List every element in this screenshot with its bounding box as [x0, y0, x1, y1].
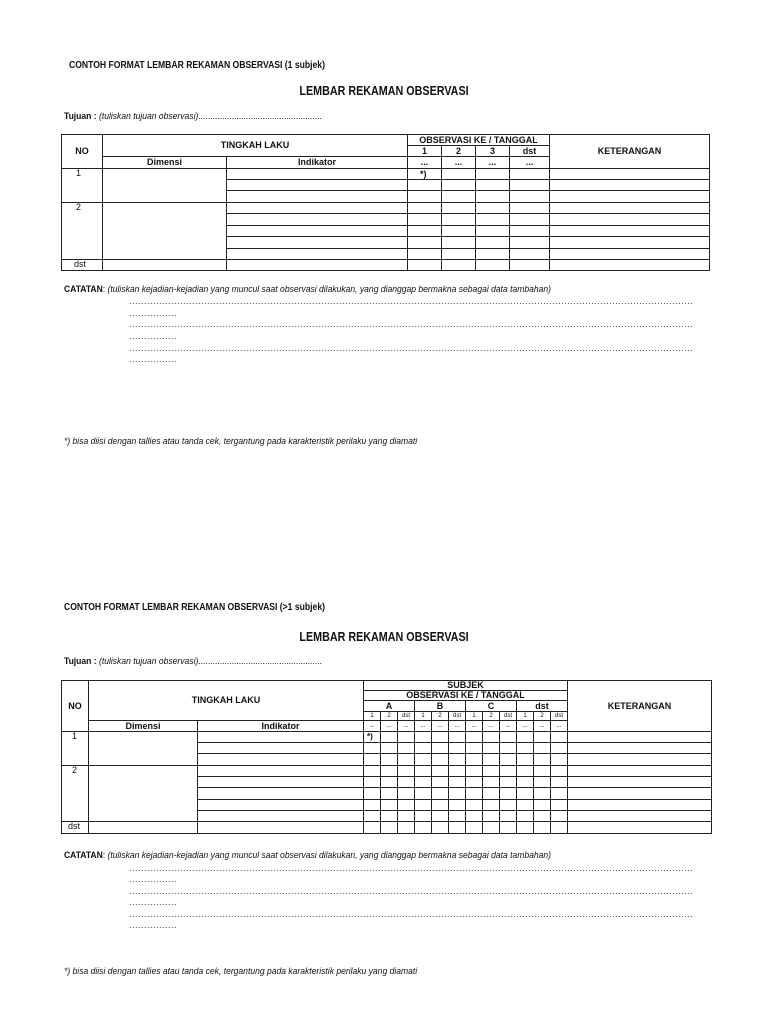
dimensi-cell[interactable]: [89, 732, 198, 766]
subject-label: A: [364, 701, 415, 712]
obs-cell[interactable]: [381, 811, 398, 822]
obs-date: ...: [442, 157, 476, 169]
obs-cell[interactable]: [500, 822, 517, 834]
obs-cell[interactable]: [500, 811, 517, 822]
subject-label: B: [415, 701, 466, 712]
tujuan-dots: ....................................................: [198, 111, 322, 122]
page-title-2: LEMBAR REKAMAN OBSERVASI: [299, 630, 469, 644]
header-observasi: OBSERVASI KE / TANGGAL: [364, 691, 568, 701]
row-number: 1: [62, 732, 89, 766]
obs-date: ...: [381, 721, 398, 732]
obs-cell[interactable]: [364, 788, 381, 800]
catatan-hint: (tuliskan kejadian-kejadian yang muncul saat observasi dilakukan, yang dianggap bermakna sebagai data tambahan): [107, 850, 551, 861]
obs-cell[interactable]: [408, 203, 442, 214]
obs-cell[interactable]: [415, 800, 432, 811]
keterangan-cell[interactable]: [550, 237, 710, 249]
obs-cell[interactable]: [381, 822, 398, 834]
obs-cell[interactable]: [381, 777, 398, 788]
obs-cell[interactable]: [476, 169, 510, 180]
obs-cell[interactable]: [408, 226, 442, 237]
obs-cell[interactable]: [551, 788, 568, 800]
catatan-dots-long[interactable]: ............................................................................................................................................................................................: [129, 909, 694, 919]
header-dimensi: Dimensi: [89, 721, 198, 732]
row-number: 1: [62, 169, 103, 203]
obs-cell[interactable]: [466, 788, 483, 800]
obs-cell[interactable]: [449, 754, 466, 766]
indikator-cell[interactable]: [198, 743, 364, 754]
obs-cell[interactable]: [398, 754, 415, 766]
obs-cell[interactable]: [500, 800, 517, 811]
catatan-dots-short[interactable]: ................: [129, 897, 178, 907]
indikator-cell[interactable]: [198, 788, 364, 800]
obs-cell[interactable]: [483, 811, 500, 822]
obs-cell[interactable]: [466, 777, 483, 788]
obs-cell[interactable]: [500, 788, 517, 800]
obs-cell[interactable]: [442, 169, 476, 180]
header-indikator: Indikator: [198, 721, 364, 732]
obs-date: ...: [466, 721, 483, 732]
row-number: dst: [62, 260, 103, 271]
keterangan-cell[interactable]: [550, 180, 710, 191]
keterangan-cell[interactable]: [568, 822, 712, 834]
obs-cell[interactable]: [483, 732, 500, 743]
tujuan-label: Tujuan :: [64, 656, 97, 667]
header-keterangan: KETERANGAN: [568, 681, 712, 732]
obs-cell[interactable]: [381, 732, 398, 743]
obs-date: ...: [551, 721, 568, 732]
obs-cell[interactable]: [408, 237, 442, 249]
obs-cell[interactable]: [432, 822, 449, 834]
indikator-cell[interactable]: [198, 766, 364, 777]
obs-date: ...: [398, 721, 415, 732]
obs-cell[interactable]: [476, 260, 510, 271]
keterangan-cell[interactable]: [568, 732, 712, 743]
obs-cell[interactable]: [449, 766, 466, 777]
obs-cell[interactable]: [534, 743, 551, 754]
obs-cell[interactable]: [364, 800, 381, 811]
tujuan-label: Tujuan :: [64, 111, 97, 122]
obs-cell[interactable]: [415, 732, 432, 743]
obs-cell[interactable]: [517, 811, 534, 822]
obs-cell[interactable]: [483, 743, 500, 754]
indikator-cell[interactable]: [227, 203, 408, 214]
obs-cell[interactable]: [442, 260, 476, 271]
obs-cell[interactable]: [432, 754, 449, 766]
obs-cell[interactable]: [381, 743, 398, 754]
obs-cell[interactable]: [449, 732, 466, 743]
obs-cell[interactable]: [432, 788, 449, 800]
table-row: [62, 766, 712, 777]
obs-date: ...: [476, 157, 510, 169]
obs-cell[interactable]: [398, 766, 415, 777]
obs-cell[interactable]: [364, 822, 381, 834]
keterangan-cell[interactable]: [568, 766, 712, 777]
obs-cell[interactable]: [398, 743, 415, 754]
tally-mark: *): [364, 732, 381, 743]
obs-cell[interactable]: [534, 766, 551, 777]
obs-cell[interactable]: [534, 800, 551, 811]
header-indikator: Indikator: [227, 157, 408, 169]
obs-cell[interactable]: [442, 226, 476, 237]
table-row: [62, 169, 710, 180]
obs-number: 1: [364, 712, 381, 721]
obs-cell[interactable]: [517, 800, 534, 811]
obs-cell[interactable]: [476, 214, 510, 226]
indikator-cell[interactable]: [227, 249, 408, 260]
header-subjek: SUBJEK: [364, 681, 568, 691]
obs-cell[interactable]: [449, 800, 466, 811]
keterangan-cell[interactable]: [568, 743, 712, 754]
obs-number: 2: [432, 712, 449, 721]
obs-cell[interactable]: [364, 811, 381, 822]
obs-cell[interactable]: [551, 743, 568, 754]
obs-cell[interactable]: [517, 766, 534, 777]
indikator-cell[interactable]: [227, 260, 408, 271]
table-row: [62, 732, 712, 743]
indikator-cell[interactable]: [227, 226, 408, 237]
obs-cell[interactable]: [476, 237, 510, 249]
obs-cell[interactable]: [442, 237, 476, 249]
dimensi-cell[interactable]: [89, 822, 198, 834]
keterangan-cell[interactable]: [568, 811, 712, 822]
dimensi-cell[interactable]: [103, 169, 227, 203]
obs-cell[interactable]: [381, 788, 398, 800]
obs-cell[interactable]: [483, 800, 500, 811]
obs-cell[interactable]: [381, 800, 398, 811]
obs-cell[interactable]: [551, 732, 568, 743]
header-no: NO: [62, 681, 89, 732]
catatan-dots-short[interactable]: ................: [129, 308, 178, 318]
indikator-cell[interactable]: [198, 822, 364, 834]
catatan-dots-short[interactable]: ................: [129, 354, 178, 364]
section-label-1: CONTOH FORMAT LEMBAR REKAMAN OBSERVASI (1 subjek): [69, 60, 325, 71]
catatan-dots-long[interactable]: ............................................................................................................................................................................................: [129, 886, 694, 896]
obs-cell[interactable]: [476, 191, 510, 203]
obs-cell[interactable]: [415, 822, 432, 834]
obs-cell[interactable]: [551, 754, 568, 766]
obs-cell[interactable]: [534, 732, 551, 743]
header-observasi: OBSERVASI KE / TANGGAL: [408, 135, 550, 146]
obs-cell[interactable]: [466, 754, 483, 766]
obs-number: dst: [510, 146, 550, 157]
obs-date: ...: [510, 157, 550, 169]
obs-cell[interactable]: [408, 180, 442, 191]
obs-cell[interactable]: [510, 226, 550, 237]
obs-cell[interactable]: [517, 788, 534, 800]
obs-cell[interactable]: [517, 754, 534, 766]
obs-number: 2: [381, 712, 398, 721]
obs-date: ...: [500, 721, 517, 732]
obs-cell[interactable]: [500, 754, 517, 766]
catatan-line-2: CATATAN: (tuliskan kejadian-kejadian yang muncul saat observasi dilakukan, yang dianggap bermakna sebagai data tambahan): [64, 850, 551, 861]
row-number: 2: [62, 203, 103, 260]
obs-cell[interactable]: [398, 777, 415, 788]
obs-cell[interactable]: [534, 822, 551, 834]
obs-number: dst: [551, 712, 568, 721]
observation-table-multi: [61, 680, 712, 834]
indikator-cell[interactable]: [198, 732, 364, 743]
subject-label: dst: [517, 701, 568, 712]
obs-date: ...: [534, 721, 551, 732]
indikator-cell[interactable]: [227, 191, 408, 203]
table-row: [62, 203, 710, 214]
indikator-cell[interactable]: [227, 214, 408, 226]
table-row: [62, 260, 710, 271]
obs-cell[interactable]: [432, 732, 449, 743]
catatan-dots-short[interactable]: ................: [129, 920, 178, 930]
obs-cell[interactable]: [442, 249, 476, 260]
row-number: 2: [62, 766, 89, 822]
obs-cell[interactable]: [442, 191, 476, 203]
obs-number: 1: [408, 146, 442, 157]
obs-cell[interactable]: [408, 249, 442, 260]
obs-cell[interactable]: [466, 800, 483, 811]
obs-number: dst: [398, 712, 415, 721]
keterangan-cell[interactable]: [568, 788, 712, 800]
obs-date: ...: [517, 721, 534, 732]
obs-cell[interactable]: [432, 800, 449, 811]
section-label-2: CONTOH FORMAT LEMBAR REKAMAN OBSERVASI (>1 subjek): [64, 602, 325, 613]
obs-number: 2: [442, 146, 476, 157]
obs-cell[interactable]: [510, 214, 550, 226]
obs-cell[interactable]: [510, 191, 550, 203]
obs-cell[interactable]: [408, 260, 442, 271]
obs-date: ...: [364, 721, 381, 732]
indikator-cell[interactable]: [198, 811, 364, 822]
catatan-label: CATATAN: [64, 284, 103, 295]
catatan-line-1: CATATAN: (tuliskan kejadian-kejadian yang muncul saat observasi dilakukan, yang dianggap bermakna sebagai data tambahan): [64, 284, 551, 295]
obs-cell[interactable]: [432, 743, 449, 754]
obs-cell[interactable]: [415, 766, 432, 777]
obs-cell[interactable]: [415, 754, 432, 766]
obs-date: ...: [483, 721, 500, 732]
obs-cell[interactable]: [510, 180, 550, 191]
obs-cell[interactable]: [534, 777, 551, 788]
keterangan-cell[interactable]: [550, 191, 710, 203]
obs-date: ...: [432, 721, 449, 732]
obs-cell[interactable]: [476, 226, 510, 237]
dimensi-cell[interactable]: [103, 203, 227, 260]
subject-label: C: [466, 701, 517, 712]
obs-cell[interactable]: [483, 766, 500, 777]
obs-cell[interactable]: [510, 260, 550, 271]
obs-cell[interactable]: [408, 214, 442, 226]
footnote-1: *) bisa diisi dengan tallies atau tanda cek, tergantung pada karakteristik perilaku yang diamati: [64, 436, 418, 447]
tally-mark: *): [408, 169, 442, 180]
obs-cell[interactable]: [510, 169, 550, 180]
observation-table-single: [61, 134, 710, 271]
obs-cell[interactable]: [466, 743, 483, 754]
obs-cell[interactable]: [483, 788, 500, 800]
obs-cell[interactable]: [442, 214, 476, 226]
table-row: [62, 822, 712, 834]
indikator-cell[interactable]: [198, 754, 364, 766]
indikator-cell[interactable]: [227, 180, 408, 191]
indikator-cell[interactable]: [198, 777, 364, 788]
obs-number: dst: [500, 712, 517, 721]
keterangan-cell[interactable]: [550, 226, 710, 237]
header-no: NO: [62, 135, 103, 169]
obs-cell[interactable]: [449, 777, 466, 788]
obs-number: 2: [534, 712, 551, 721]
obs-cell[interactable]: [398, 800, 415, 811]
obs-cell[interactable]: [466, 732, 483, 743]
obs-date: ...: [415, 721, 432, 732]
keterangan-cell[interactable]: [568, 777, 712, 788]
obs-cell[interactable]: [432, 777, 449, 788]
obs-number: 2: [483, 712, 500, 721]
obs-date: ...: [449, 721, 466, 732]
obs-cell[interactable]: [381, 766, 398, 777]
obs-cell[interactable]: [517, 822, 534, 834]
obs-number: dst: [449, 712, 466, 721]
obs-cell[interactable]: [551, 766, 568, 777]
catatan-dots-long[interactable]: ............................................................................................................................................................................................: [129, 319, 694, 329]
obs-number: 1: [517, 712, 534, 721]
obs-cell[interactable]: [466, 822, 483, 834]
catatan-dots-long[interactable]: ............................................................................................................................................................................................: [129, 296, 694, 306]
tujuan-line-2: [64, 656, 322, 667]
obs-cell[interactable]: [415, 743, 432, 754]
tujuan-hint: (tuliskan tujuan observasi): [98, 656, 199, 667]
tujuan-dots: ....................................................: [198, 656, 322, 667]
obs-cell[interactable]: [534, 788, 551, 800]
obs-cell[interactable]: [534, 811, 551, 822]
catatan-hint: (tuliskan kejadian-kejadian yang muncul saat observasi dilakukan, yang dianggap bermakna sebagai data tambahan): [107, 284, 551, 295]
obs-cell[interactable]: [510, 203, 550, 214]
obs-number: 3: [476, 146, 510, 157]
obs-cell[interactable]: [510, 237, 550, 249]
obs-cell[interactable]: [476, 180, 510, 191]
obs-cell[interactable]: [449, 788, 466, 800]
obs-cell[interactable]: [408, 191, 442, 203]
obs-cell[interactable]: [364, 777, 381, 788]
dimensi-cell[interactable]: [89, 766, 198, 822]
obs-cell[interactable]: [415, 777, 432, 788]
obs-cell[interactable]: [449, 811, 466, 822]
obs-cell[interactable]: [551, 811, 568, 822]
obs-cell[interactable]: [500, 743, 517, 754]
header-keterangan: KETERANGAN: [550, 135, 710, 169]
obs-cell[interactable]: [517, 743, 534, 754]
obs-cell[interactable]: [534, 754, 551, 766]
keterangan-cell[interactable]: [550, 169, 710, 180]
obs-cell[interactable]: [551, 822, 568, 834]
obs-cell[interactable]: [476, 249, 510, 260]
row-number: dst: [62, 822, 89, 834]
tujuan-hint: (tuliskan tujuan observasi): [98, 111, 199, 122]
keterangan-cell[interactable]: [568, 754, 712, 766]
obs-cell[interactable]: [500, 732, 517, 743]
catatan-dots-long[interactable]: ............................................................................................................................................................................................: [129, 863, 694, 873]
catatan-dots-long[interactable]: ............................................................................................................................................................................................: [129, 343, 694, 353]
catatan-dots-short[interactable]: ................: [129, 331, 178, 341]
obs-cell[interactable]: [364, 743, 381, 754]
obs-cell[interactable]: [449, 822, 466, 834]
obs-cell[interactable]: [398, 811, 415, 822]
obs-cell[interactable]: [364, 754, 381, 766]
dimensi-cell[interactable]: [103, 260, 227, 271]
indikator-cell[interactable]: [227, 169, 408, 180]
tujuan-line-1: [64, 111, 322, 122]
obs-cell[interactable]: [517, 732, 534, 743]
obs-cell[interactable]: [500, 766, 517, 777]
obs-cell[interactable]: [466, 766, 483, 777]
keterangan-cell[interactable]: [568, 800, 712, 811]
obs-cell[interactable]: [483, 822, 500, 834]
obs-cell[interactable]: [398, 732, 415, 743]
obs-cell[interactable]: [551, 777, 568, 788]
keterangan-cell[interactable]: [550, 214, 710, 226]
obs-cell[interactable]: [466, 811, 483, 822]
obs-cell[interactable]: [510, 249, 550, 260]
header-tingkah-laku: TINGKAH LAKU: [89, 681, 364, 721]
obs-cell[interactable]: [398, 788, 415, 800]
catatan-dots-short[interactable]: ................: [129, 874, 178, 884]
obs-number: 1: [466, 712, 483, 721]
obs-cell[interactable]: [415, 788, 432, 800]
obs-cell[interactable]: [517, 777, 534, 788]
obs-cell[interactable]: [364, 766, 381, 777]
obs-cell[interactable]: [432, 811, 449, 822]
obs-cell[interactable]: [432, 766, 449, 777]
obs-cell[interactable]: [483, 777, 500, 788]
keterangan-cell[interactable]: [550, 203, 710, 214]
obs-cell[interactable]: [476, 203, 510, 214]
obs-cell[interactable]: [442, 203, 476, 214]
obs-cell[interactable]: [449, 743, 466, 754]
obs-cell[interactable]: [442, 180, 476, 191]
catatan-label: CATATAN: [64, 850, 103, 861]
obs-cell[interactable]: [483, 754, 500, 766]
obs-cell[interactable]: [415, 811, 432, 822]
page-title-1: LEMBAR REKAMAN OBSERVASI: [299, 84, 469, 98]
footnote-2: *) bisa diisi dengan tallies atau tanda cek, tergantung pada karakteristik perilaku yang diamati: [64, 966, 418, 977]
obs-cell[interactable]: [381, 754, 398, 766]
keterangan-cell[interactable]: [550, 249, 710, 260]
obs-cell[interactable]: [551, 800, 568, 811]
obs-cell[interactable]: [398, 822, 415, 834]
obs-cell[interactable]: [500, 777, 517, 788]
obs-number: 1: [415, 712, 432, 721]
indikator-cell[interactable]: [198, 800, 364, 811]
header-tingkah-laku: TINGKAH LAKU: [103, 135, 408, 157]
keterangan-cell[interactable]: [550, 260, 710, 271]
obs-date: ...: [408, 157, 442, 169]
indikator-cell[interactable]: [227, 237, 408, 249]
header-dimensi: Dimensi: [103, 157, 227, 169]
